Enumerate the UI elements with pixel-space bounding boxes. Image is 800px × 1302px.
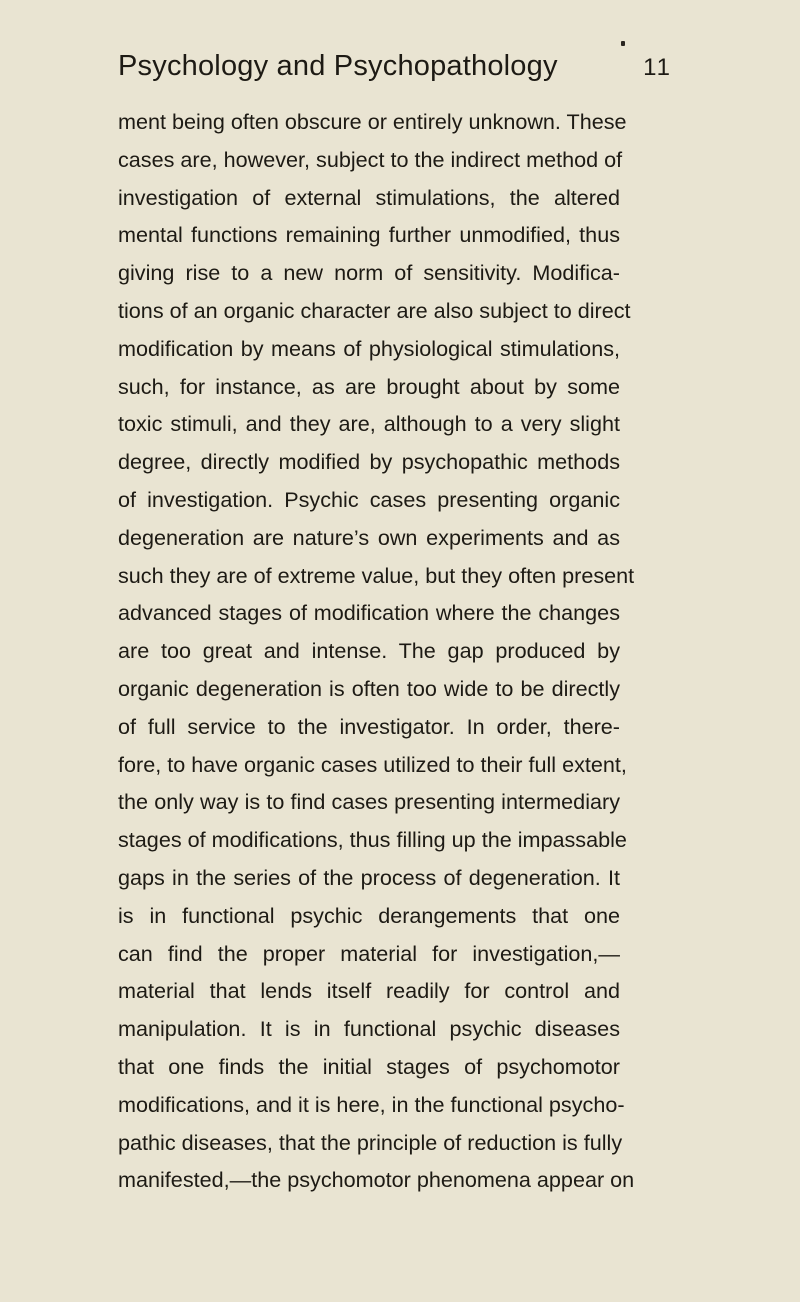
text-line: degree, directly modified by psychopathic methods bbox=[118, 449, 620, 475]
page-header bbox=[118, 50, 678, 94]
text-line: of full service to the investigator. In order, there- bbox=[118, 713, 620, 739]
text-line: manipulation. It is in functional psychic diseases bbox=[118, 1016, 620, 1042]
text-line: modifications, and it is here, in the functional psycho- bbox=[118, 1091, 625, 1117]
text-line: stages of modifications, thus filling up the impassable bbox=[118, 827, 627, 853]
text-line: that one finds the initial stages of psychomotor bbox=[118, 1053, 620, 1079]
text-line: gaps in the series of the process of degeneration. It bbox=[118, 864, 620, 890]
running-title: Psychology and Psychopathology bbox=[118, 50, 558, 82]
print-mark bbox=[621, 41, 625, 46]
text-line: cases are, however, subject to the indirect method of bbox=[118, 146, 623, 172]
text-line: are too great and intense. The gap produced by bbox=[118, 638, 620, 664]
text-line: material that lends itself readily for control and bbox=[118, 978, 620, 1004]
text-line: ment being often obscure or entirely unknown. These bbox=[118, 109, 627, 134]
text-line: organic degeneration is often too wide to be directly bbox=[118, 675, 620, 701]
text-line: advanced stages of modification where the changes bbox=[118, 600, 620, 626]
text-line: giving rise to a new norm of sensitivity. Modifica- bbox=[118, 260, 620, 286]
text-line: the only way is to find cases presenting intermediary bbox=[118, 789, 620, 815]
text-line: modification by means of physiological stimulations, bbox=[118, 335, 620, 361]
text-line: investigation of external stimulations, the altered bbox=[118, 184, 620, 210]
page-number: 11 bbox=[643, 54, 672, 81]
text-line: can find the proper material for investigation,— bbox=[118, 940, 620, 966]
text-line: such, for instance, as are brought about by some bbox=[118, 373, 620, 399]
text-line: fore, to have organic cases utilized to their full extent, bbox=[118, 751, 627, 777]
text-line: manifested,—the psychomotor phenomena appear on bbox=[118, 1167, 635, 1193]
text-line: is in functional psychic derangements that one bbox=[118, 902, 620, 928]
text-line: mental functions remaining further unmodified, thus bbox=[118, 222, 620, 248]
text-line: toxic stimuli, and they are, although to a very slight bbox=[118, 411, 620, 437]
text-line: of investigation. Psychic cases presenting organic bbox=[118, 486, 620, 512]
text-line: degeneration are nature’s own experiments and as bbox=[118, 524, 620, 550]
text-line: tions of an organic character are also subject to direct bbox=[118, 297, 631, 323]
text-line: such they are of extreme value, but they often present bbox=[118, 562, 635, 588]
body-text bbox=[118, 103, 635, 1199]
text-line: pathic diseases, that the principle of reduction is fully bbox=[118, 1129, 623, 1155]
